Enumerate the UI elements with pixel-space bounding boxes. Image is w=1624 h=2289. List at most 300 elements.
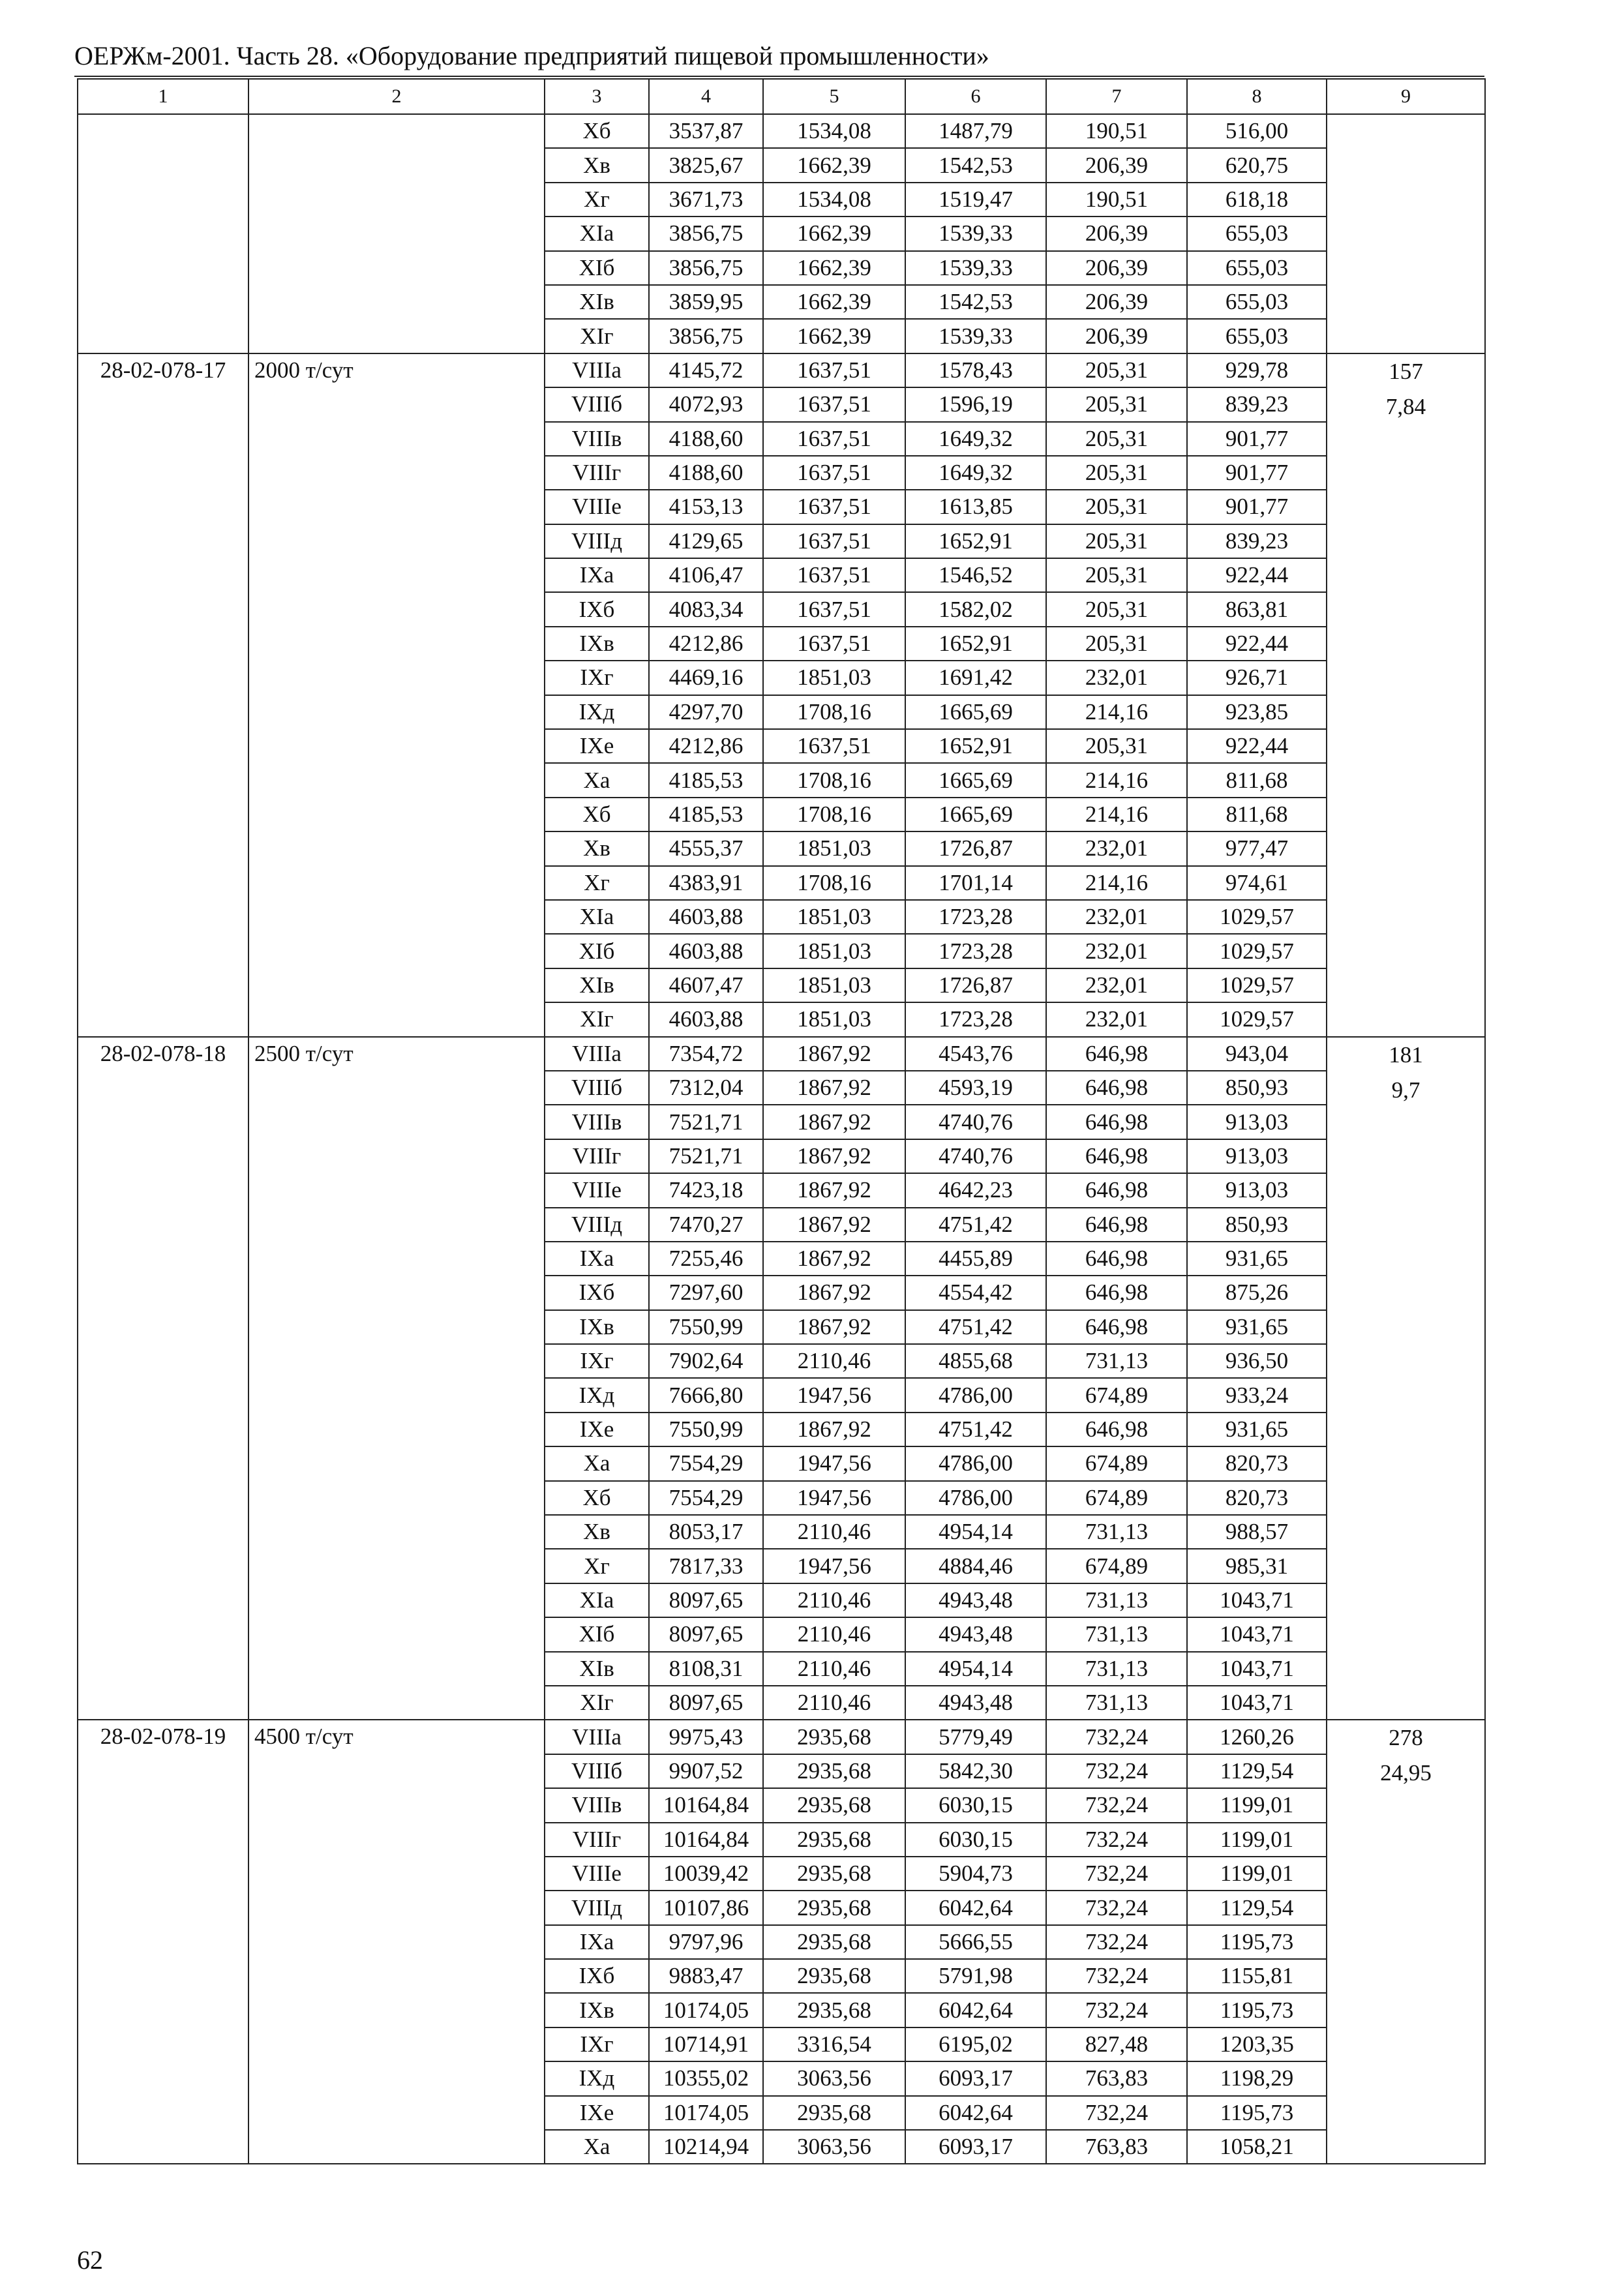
materials-cell: 901,77 xyxy=(1187,456,1327,490)
capacity-cell: 2000 т/сут xyxy=(248,353,545,1037)
total-cost-cell: 7470,27 xyxy=(649,1208,763,1242)
total-cost-cell: 4607,47 xyxy=(649,968,763,1002)
page-number: 62 xyxy=(77,2245,103,2275)
machinist-wages-cell: 214,16 xyxy=(1046,695,1187,729)
variant-cell: IХд xyxy=(545,695,649,729)
machinist-wages-cell: 732,24 xyxy=(1046,1754,1187,1788)
variant-cell: VIIIе xyxy=(545,1173,649,1207)
materials-cell: 922,44 xyxy=(1187,627,1327,661)
total-cost-cell: 3856,75 xyxy=(649,251,763,285)
variant-cell: VIIIд xyxy=(545,524,649,558)
variant-cell: ХIб xyxy=(545,1617,649,1651)
wages-cell: 3063,56 xyxy=(763,2061,905,2095)
machines-cell: 1596,19 xyxy=(905,387,1046,421)
wages-cell: 1662,39 xyxy=(763,148,905,182)
total-cost-cell: 7255,46 xyxy=(649,1242,763,1276)
rate-code xyxy=(78,114,248,353)
materials-cell: 1043,71 xyxy=(1187,1583,1327,1617)
machinist-wages-cell: 232,01 xyxy=(1046,968,1187,1002)
materials-cell: 618,18 xyxy=(1187,183,1327,217)
wages-cell: 1867,92 xyxy=(763,1173,905,1207)
variant-cell: VIIIе xyxy=(545,1857,649,1891)
rates-table xyxy=(77,78,1486,2164)
materials-cell: 1198,29 xyxy=(1187,2061,1327,2095)
wages-cell: 2110,46 xyxy=(763,1652,905,1686)
materials-cell: 901,77 xyxy=(1187,422,1327,456)
variant-cell: IХб xyxy=(545,1959,649,1993)
materials-cell: 811,68 xyxy=(1187,798,1327,831)
wages-cell: 1708,16 xyxy=(763,763,905,797)
machines-cell: 4943,48 xyxy=(905,1686,1046,1720)
wages-cell: 1662,39 xyxy=(763,285,905,319)
wages-cell: 1867,92 xyxy=(763,1310,905,1344)
wages-cell: 1662,39 xyxy=(763,251,905,285)
variant-cell: VIIIб xyxy=(545,387,649,421)
total-cost-cell: 7554,29 xyxy=(649,1481,763,1515)
machines-cell: 1613,85 xyxy=(905,490,1046,524)
total-cost-cell: 8108,31 xyxy=(649,1652,763,1686)
variant-cell: VIIIг xyxy=(545,456,649,490)
wages-cell: 1867,92 xyxy=(763,1413,905,1446)
machines-cell: 1691,42 xyxy=(905,661,1046,695)
materials-cell: 1043,71 xyxy=(1187,1652,1327,1686)
machinist-wages-cell: 646,98 xyxy=(1046,1310,1187,1344)
machinist-wages-cell: 205,31 xyxy=(1046,524,1187,558)
wages-cell: 1851,03 xyxy=(763,831,905,865)
labor-machinists-value: 24,95 xyxy=(1380,1760,1432,1786)
machines-cell: 1665,69 xyxy=(905,798,1046,831)
total-cost-cell: 7312,04 xyxy=(649,1071,763,1105)
machines-cell: 4543,76 xyxy=(905,1037,1046,1071)
materials-cell: 655,03 xyxy=(1187,285,1327,319)
machines-cell: 1652,91 xyxy=(905,524,1046,558)
machinist-wages-cell: 232,01 xyxy=(1046,900,1187,934)
total-cost-cell: 4129,65 xyxy=(649,524,763,558)
machinist-wages-cell: 674,89 xyxy=(1046,1549,1187,1583)
machines-cell: 4943,48 xyxy=(905,1583,1046,1617)
machines-cell: 1701,14 xyxy=(905,866,1046,900)
materials-cell: 943,04 xyxy=(1187,1037,1327,1071)
machines-cell: 4786,00 xyxy=(905,1446,1046,1480)
total-cost-cell: 10214,94 xyxy=(649,2130,763,2164)
wages-cell: 1947,56 xyxy=(763,1446,905,1480)
total-cost-cell: 8097,65 xyxy=(649,1583,763,1617)
total-cost-cell: 7521,71 xyxy=(649,1105,763,1139)
rate-code: 28-02-078-19 xyxy=(78,1720,248,2164)
variant-cell: IХв xyxy=(545,1993,649,2027)
machines-cell: 4751,42 xyxy=(905,1413,1046,1446)
wages-cell: 2935,68 xyxy=(763,1720,905,1754)
machinist-wages-cell: 206,39 xyxy=(1046,217,1187,250)
machinist-wages-cell: 763,83 xyxy=(1046,2061,1187,2095)
machines-cell: 6030,15 xyxy=(905,1788,1046,1822)
wages-cell: 1534,08 xyxy=(763,114,905,148)
materials-cell: 1043,71 xyxy=(1187,1686,1327,1720)
variant-cell: ХIа xyxy=(545,900,649,934)
machinist-wages-cell: 214,16 xyxy=(1046,798,1187,831)
machinist-wages-cell: 646,98 xyxy=(1046,1139,1187,1173)
total-cost-cell: 7354,72 xyxy=(649,1037,763,1071)
column-header: 1 xyxy=(78,79,248,114)
machinist-wages-cell: 646,98 xyxy=(1046,1276,1187,1309)
variant-cell: IХв xyxy=(545,1310,649,1344)
variant-cell: IХг xyxy=(545,2027,649,2061)
wages-cell: 1851,03 xyxy=(763,934,905,968)
variant-cell: ХIв xyxy=(545,285,649,319)
table-body xyxy=(78,114,1485,2164)
wages-cell: 1637,51 xyxy=(763,558,905,592)
variant-cell: VIIIг xyxy=(545,1823,649,1857)
machinist-wages-cell: 205,31 xyxy=(1046,627,1187,661)
machinist-wages-cell: 674,89 xyxy=(1046,1446,1187,1480)
wages-cell: 2110,46 xyxy=(763,1617,905,1651)
total-cost-cell: 7666,80 xyxy=(649,1378,763,1412)
machinist-wages-cell: 646,98 xyxy=(1046,1413,1187,1446)
labor-cell xyxy=(1327,353,1485,1037)
wages-cell: 1947,56 xyxy=(763,1549,905,1583)
machines-cell: 4884,46 xyxy=(905,1549,1046,1583)
machines-cell: 1723,28 xyxy=(905,900,1046,934)
variant-cell: Ха xyxy=(545,1446,649,1480)
machinist-wages-cell: 732,24 xyxy=(1046,1925,1187,1959)
wages-cell: 1867,92 xyxy=(763,1242,905,1276)
wages-cell: 1867,92 xyxy=(763,1105,905,1139)
total-cost-cell: 9883,47 xyxy=(649,1959,763,1993)
materials-cell: 1129,54 xyxy=(1187,1891,1327,1924)
total-cost-cell: 10107,86 xyxy=(649,1891,763,1924)
machines-cell: 1539,33 xyxy=(905,251,1046,285)
wages-cell: 2110,46 xyxy=(763,1515,905,1549)
total-cost-cell: 10164,84 xyxy=(649,1823,763,1857)
machinist-wages-cell: 205,31 xyxy=(1046,422,1187,456)
machinist-wages-cell: 732,24 xyxy=(1046,1857,1187,1891)
wages-cell: 1662,39 xyxy=(763,319,905,353)
variant-cell: Хг xyxy=(545,1549,649,1583)
total-cost-cell: 9797,96 xyxy=(649,1925,763,1959)
wages-cell: 1534,08 xyxy=(763,183,905,217)
machinist-wages-cell: 205,31 xyxy=(1046,387,1187,421)
machines-cell: 1665,69 xyxy=(905,695,1046,729)
machinist-wages-cell: 232,01 xyxy=(1046,1002,1187,1036)
labor-workers-value: 181 xyxy=(1389,1041,1423,1068)
materials-cell: 875,26 xyxy=(1187,1276,1327,1309)
machinist-wages-cell: 646,98 xyxy=(1046,1071,1187,1105)
machinist-wages-cell: 646,98 xyxy=(1046,1208,1187,1242)
materials-cell: 1029,57 xyxy=(1187,934,1327,968)
wages-cell: 2110,46 xyxy=(763,1344,905,1378)
wages-cell: 2110,46 xyxy=(763,1583,905,1617)
rate-code: 28-02-078-18 xyxy=(78,1037,248,1720)
materials-cell: 913,03 xyxy=(1187,1105,1327,1139)
wages-cell: 2935,68 xyxy=(763,1754,905,1788)
machinist-wages-cell: 190,51 xyxy=(1046,114,1187,148)
total-cost-cell: 3537,87 xyxy=(649,114,763,148)
labor-workers-value: 278 xyxy=(1389,1725,1423,1751)
materials-cell: 1199,01 xyxy=(1187,1857,1327,1891)
variant-cell: Хг xyxy=(545,183,649,217)
total-cost-cell: 10174,05 xyxy=(649,1993,763,2027)
total-cost-cell: 7297,60 xyxy=(649,1276,763,1309)
machines-cell: 1542,53 xyxy=(905,285,1046,319)
materials-cell: 1195,73 xyxy=(1187,1925,1327,1959)
total-cost-cell: 8097,65 xyxy=(649,1686,763,1720)
total-cost-cell: 4603,88 xyxy=(649,900,763,934)
machinist-wages-cell: 214,16 xyxy=(1046,763,1187,797)
column-header: 9 xyxy=(1327,79,1485,114)
wages-cell: 1637,51 xyxy=(763,422,905,456)
variant-cell: VIIIг xyxy=(545,1139,649,1173)
machines-cell: 1546,52 xyxy=(905,558,1046,592)
variant-cell: Ха xyxy=(545,2130,649,2164)
machines-cell: 4593,19 xyxy=(905,1071,1046,1105)
wages-cell: 2935,68 xyxy=(763,2096,905,2130)
machines-cell: 1487,79 xyxy=(905,114,1046,148)
machines-cell: 5791,98 xyxy=(905,1959,1046,1993)
wages-cell: 2935,68 xyxy=(763,1788,905,1822)
total-cost-cell: 10355,02 xyxy=(649,2061,763,2095)
materials-cell: 1260,26 xyxy=(1187,1720,1327,1754)
total-cost-cell: 7817,33 xyxy=(649,1549,763,1583)
variant-cell: ХIв xyxy=(545,968,649,1002)
machinist-wages-cell: 205,31 xyxy=(1046,729,1187,763)
machinist-wages-cell: 732,24 xyxy=(1046,1788,1187,1822)
materials-cell: 922,44 xyxy=(1187,729,1327,763)
wages-cell: 2935,68 xyxy=(763,1925,905,1959)
total-cost-cell: 4185,53 xyxy=(649,798,763,831)
materials-cell: 820,73 xyxy=(1187,1481,1327,1515)
total-cost-cell: 4603,88 xyxy=(649,1002,763,1036)
machines-cell: 1539,33 xyxy=(905,217,1046,250)
variant-cell: VIIIв xyxy=(545,1105,649,1139)
materials-cell: 1195,73 xyxy=(1187,1993,1327,2027)
wages-cell: 3063,56 xyxy=(763,2130,905,2164)
materials-cell: 1199,01 xyxy=(1187,1788,1327,1822)
machines-cell: 5842,30 xyxy=(905,1754,1046,1788)
machines-cell: 4740,76 xyxy=(905,1139,1046,1173)
variant-cell: VIIIд xyxy=(545,1208,649,1242)
variant-cell: VIIIб xyxy=(545,1754,649,1788)
materials-cell: 1043,71 xyxy=(1187,1617,1327,1651)
column-number-row xyxy=(78,79,1485,114)
total-cost-cell: 4153,13 xyxy=(649,490,763,524)
machinist-wages-cell: 206,39 xyxy=(1046,251,1187,285)
machines-cell: 1723,28 xyxy=(905,934,1046,968)
total-cost-cell: 9975,43 xyxy=(649,1720,763,1754)
wages-cell: 1867,92 xyxy=(763,1037,905,1071)
table-row xyxy=(78,1037,1485,1071)
wages-cell: 2935,68 xyxy=(763,1959,905,1993)
materials-cell: 1199,01 xyxy=(1187,1823,1327,1857)
wages-cell: 3316,54 xyxy=(763,2027,905,2061)
labor-machinists-value: 7,84 xyxy=(1385,393,1426,419)
machines-cell: 4786,00 xyxy=(905,1378,1046,1412)
total-cost-cell: 4212,86 xyxy=(649,729,763,763)
machines-cell: 4751,42 xyxy=(905,1208,1046,1242)
materials-cell: 620,75 xyxy=(1187,148,1327,182)
machines-cell: 6093,17 xyxy=(905,2061,1046,2095)
machinist-wages-cell: 732,24 xyxy=(1046,2096,1187,2130)
wages-cell: 1662,39 xyxy=(763,217,905,250)
variant-cell: ХIа xyxy=(545,1583,649,1617)
machinist-wages-cell: 232,01 xyxy=(1046,934,1187,968)
total-cost-cell: 3859,95 xyxy=(649,285,763,319)
machines-cell: 6093,17 xyxy=(905,2130,1046,2164)
machinist-wages-cell: 731,13 xyxy=(1046,1617,1187,1651)
machinist-wages-cell: 214,16 xyxy=(1046,866,1187,900)
materials-cell: 516,00 xyxy=(1187,114,1327,148)
column-header: 7 xyxy=(1046,79,1187,114)
total-cost-cell: 4212,86 xyxy=(649,627,763,661)
materials-cell: 931,65 xyxy=(1187,1242,1327,1276)
machines-cell: 4740,76 xyxy=(905,1105,1046,1139)
wages-cell: 1867,92 xyxy=(763,1139,905,1173)
labor-cell xyxy=(1327,114,1485,353)
materials-cell: 863,81 xyxy=(1187,592,1327,626)
machines-cell: 1539,33 xyxy=(905,319,1046,353)
capacity-cell: 4500 т/сут xyxy=(248,1720,545,2164)
machinist-wages-cell: 732,24 xyxy=(1046,1720,1187,1754)
materials-cell: 655,03 xyxy=(1187,251,1327,285)
variant-cell: ХIг xyxy=(545,319,649,353)
machines-cell: 4455,89 xyxy=(905,1242,1046,1276)
materials-cell: 985,31 xyxy=(1187,1549,1327,1583)
machines-cell: 1726,87 xyxy=(905,831,1046,865)
total-cost-cell: 8097,65 xyxy=(649,1617,763,1651)
total-cost-cell: 4188,60 xyxy=(649,456,763,490)
variant-cell: VIIIв xyxy=(545,1788,649,1822)
machines-cell: 1723,28 xyxy=(905,1002,1046,1036)
wages-cell: 1851,03 xyxy=(763,1002,905,1036)
materials-cell: 1029,57 xyxy=(1187,900,1327,934)
total-cost-cell: 4297,70 xyxy=(649,695,763,729)
wages-cell: 1637,51 xyxy=(763,729,905,763)
machines-cell: 1542,53 xyxy=(905,148,1046,182)
machinist-wages-cell: 732,24 xyxy=(1046,1959,1187,1993)
variant-cell: IХв xyxy=(545,627,649,661)
wages-cell: 1851,03 xyxy=(763,900,905,934)
materials-cell: 988,57 xyxy=(1187,1515,1327,1549)
materials-cell: 977,47 xyxy=(1187,831,1327,865)
machinist-wages-cell: 674,89 xyxy=(1046,1481,1187,1515)
wages-cell: 1867,92 xyxy=(763,1071,905,1105)
machinist-wages-cell: 232,01 xyxy=(1046,831,1187,865)
variant-cell: Хб xyxy=(545,1481,649,1515)
total-cost-cell: 7902,64 xyxy=(649,1344,763,1378)
labor-cell xyxy=(1327,1037,1485,1720)
machinist-wages-cell: 205,31 xyxy=(1046,558,1187,592)
machines-cell: 1649,32 xyxy=(905,456,1046,490)
total-cost-cell: 7550,99 xyxy=(649,1310,763,1344)
column-header: 6 xyxy=(905,79,1046,114)
table-row xyxy=(78,114,1485,148)
wages-cell: 1708,16 xyxy=(763,866,905,900)
total-cost-cell: 7554,29 xyxy=(649,1446,763,1480)
materials-cell: 923,85 xyxy=(1187,695,1327,729)
materials-cell: 933,24 xyxy=(1187,1378,1327,1412)
materials-cell: 1058,21 xyxy=(1187,2130,1327,2164)
variant-cell: IХе xyxy=(545,2096,649,2130)
machinist-wages-cell: 731,13 xyxy=(1046,1652,1187,1686)
machinist-wages-cell: 731,13 xyxy=(1046,1344,1187,1378)
machines-cell: 1652,91 xyxy=(905,627,1046,661)
variant-cell: IХб xyxy=(545,1276,649,1309)
page-header: ОЕРЖм-2001. Часть 28. «Оборудование предприятий пищевой промышленности» xyxy=(74,41,989,70)
materials-cell: 974,61 xyxy=(1187,866,1327,900)
variant-cell: IХг xyxy=(545,661,649,695)
total-cost-cell: 3856,75 xyxy=(649,217,763,250)
capacity-cell: 2500 т/сут xyxy=(248,1037,545,1720)
total-cost-cell: 4383,91 xyxy=(649,866,763,900)
wages-cell: 1947,56 xyxy=(763,1481,905,1515)
total-cost-cell: 4083,34 xyxy=(649,592,763,626)
machinist-wages-cell: 205,31 xyxy=(1046,592,1187,626)
total-cost-cell: 4469,16 xyxy=(649,661,763,695)
total-cost-cell: 7521,71 xyxy=(649,1139,763,1173)
wages-cell: 1851,03 xyxy=(763,661,905,695)
machines-cell: 4855,68 xyxy=(905,1344,1046,1378)
variant-cell: ХIб xyxy=(545,934,649,968)
variant-cell: ХIг xyxy=(545,1002,649,1036)
table-row xyxy=(78,1720,1485,1754)
materials-cell: 913,03 xyxy=(1187,1139,1327,1173)
materials-cell: 929,78 xyxy=(1187,353,1327,387)
machinist-wages-cell: 646,98 xyxy=(1046,1037,1187,1071)
variant-cell: IХд xyxy=(545,1378,649,1412)
variant-cell: IХа xyxy=(545,558,649,592)
materials-cell: 1203,35 xyxy=(1187,2027,1327,2061)
machines-cell: 4554,42 xyxy=(905,1276,1046,1309)
machines-cell: 1582,02 xyxy=(905,592,1046,626)
machinist-wages-cell: 827,48 xyxy=(1046,2027,1187,2061)
materials-cell: 1029,57 xyxy=(1187,1002,1327,1036)
wages-cell: 1867,92 xyxy=(763,1276,905,1309)
total-cost-cell: 8053,17 xyxy=(649,1515,763,1549)
wages-cell: 2935,68 xyxy=(763,1891,905,1924)
machinist-wages-cell: 232,01 xyxy=(1046,661,1187,695)
variant-cell: VIIIв xyxy=(545,422,649,456)
machines-cell: 4954,14 xyxy=(905,1515,1046,1549)
labor-cell xyxy=(1327,1720,1485,2164)
column-header: 3 xyxy=(545,79,649,114)
variant-cell: Хв xyxy=(545,831,649,865)
materials-cell: 820,73 xyxy=(1187,1446,1327,1480)
machines-cell: 1649,32 xyxy=(905,422,1046,456)
total-cost-cell: 4555,37 xyxy=(649,831,763,865)
materials-cell: 655,03 xyxy=(1187,217,1327,250)
variant-cell: VIIIа xyxy=(545,1720,649,1754)
wages-cell: 1637,51 xyxy=(763,627,905,661)
machines-cell: 1652,91 xyxy=(905,729,1046,763)
total-cost-cell: 4106,47 xyxy=(649,558,763,592)
variant-cell: VIIIа xyxy=(545,353,649,387)
machines-cell: 6042,64 xyxy=(905,2096,1046,2130)
wages-cell: 1637,51 xyxy=(763,353,905,387)
total-cost-cell: 9907,52 xyxy=(649,1754,763,1788)
machinist-wages-cell: 646,98 xyxy=(1046,1105,1187,1139)
header-rule xyxy=(74,76,1484,77)
wages-cell: 2935,68 xyxy=(763,1823,905,1857)
total-cost-cell: 7423,18 xyxy=(649,1173,763,1207)
machinist-wages-cell: 205,31 xyxy=(1046,353,1187,387)
variant-cell: Хв xyxy=(545,1515,649,1549)
variant-cell: Ха xyxy=(545,763,649,797)
variant-cell: VIIIа xyxy=(545,1037,649,1071)
variant-cell: Хб xyxy=(545,114,649,148)
variant-cell: Хв xyxy=(545,148,649,182)
machinist-wages-cell: 190,51 xyxy=(1046,183,1187,217)
machinist-wages-cell: 205,31 xyxy=(1046,456,1187,490)
machines-cell: 6030,15 xyxy=(905,1823,1046,1857)
